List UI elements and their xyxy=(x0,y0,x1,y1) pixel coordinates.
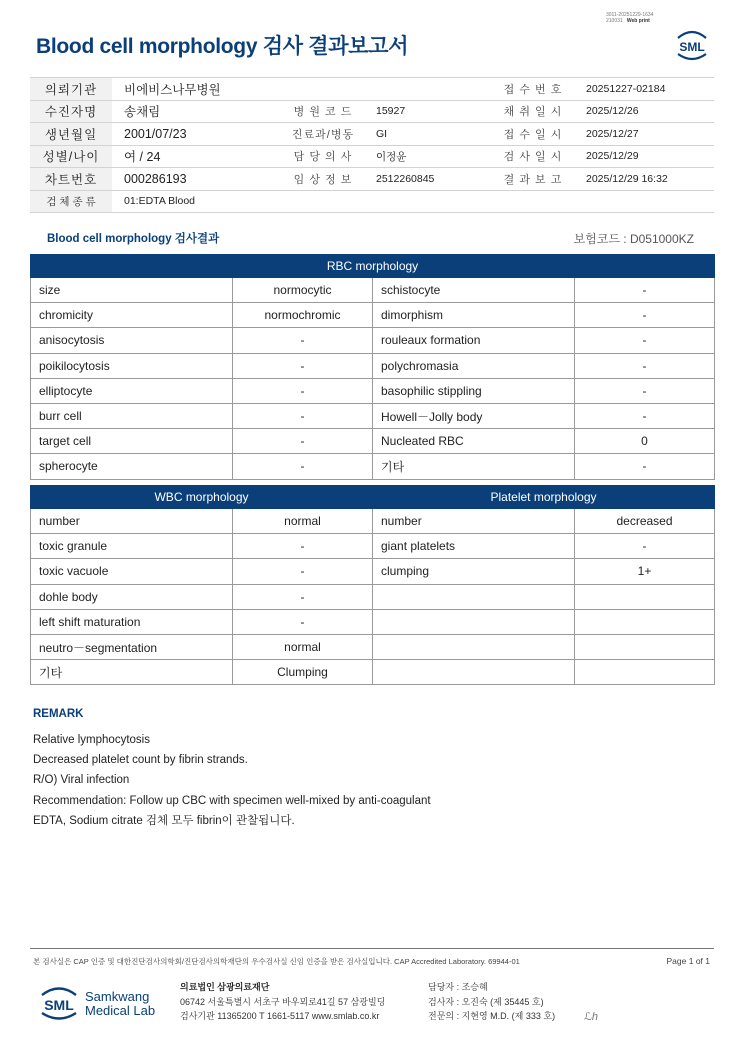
table-row xyxy=(31,429,715,454)
item-result: normochromic xyxy=(233,303,373,328)
remark-line: EDTA, Sodium citrate 검체 모두 fibrin이 관찰됩니다. xyxy=(33,814,295,827)
signature-mark: ℒh xyxy=(584,1011,599,1023)
item-result: - xyxy=(575,278,715,303)
item-name: dohle body xyxy=(31,584,233,609)
item-name: elliptocyte xyxy=(31,378,233,403)
remark-line: Decreased platelet count by fibrin strands. xyxy=(33,754,248,767)
info-label: 접 수 일 시 xyxy=(492,123,574,146)
item-result: - xyxy=(233,378,373,403)
info-label: 병 원 코 드 xyxy=(282,100,364,123)
info-label: 검 사 일 시 xyxy=(492,145,574,168)
info-value: 비에비스나무병원 xyxy=(112,78,282,101)
table-row xyxy=(31,403,715,428)
item-name: dimorphism xyxy=(373,303,575,328)
item-name: 기타 xyxy=(373,454,575,479)
platelet-header: Platelet morphology xyxy=(373,486,715,509)
item-result: normocytic xyxy=(233,278,373,303)
item-name: neutro－segmentation xyxy=(31,634,233,659)
insurance-code: 보험코드 : D051000KZ xyxy=(573,232,694,246)
wbc-platelet-table xyxy=(30,485,715,685)
info-row xyxy=(30,168,714,191)
table-row xyxy=(31,559,715,584)
info-value xyxy=(574,190,714,213)
info-label: 생년월일 xyxy=(30,123,112,146)
info-label: 성별/나이 xyxy=(30,145,112,168)
info-value: 2025/12/29 16:32 xyxy=(574,168,714,191)
item-name: toxic vacuole xyxy=(31,559,233,584)
item-name: Howell－Jolly body xyxy=(373,403,575,428)
item-result xyxy=(575,609,715,634)
info-label: 접 수 번 호 xyxy=(492,78,574,101)
item-result: - xyxy=(575,303,715,328)
item-name xyxy=(373,634,575,659)
item-result: - xyxy=(233,454,373,479)
brand-line1: Samkwang xyxy=(85,989,150,1004)
table-row xyxy=(31,509,715,534)
page-title: Blood cell morphology 검사 결과보고서 xyxy=(36,35,409,58)
report-code-line2: 210031 xyxy=(606,18,623,24)
info-value: 2001/07/23 xyxy=(112,123,282,146)
org-contact: 검사기관 11365200 T 1661-5117 www.smlab.co.kr xyxy=(180,1011,380,1021)
info-row xyxy=(30,123,714,146)
info-label xyxy=(282,190,364,213)
item-result: - xyxy=(233,429,373,454)
item-name xyxy=(373,660,575,685)
item-result: - xyxy=(575,534,715,559)
item-result: normal xyxy=(233,634,373,659)
table-row xyxy=(31,534,715,559)
item-result: - xyxy=(233,403,373,428)
item-result: - xyxy=(575,454,715,479)
table-row xyxy=(31,328,715,353)
footer-divider xyxy=(30,948,714,949)
accreditation-note: 본 검사실은 CAP 인증 및 대한진단검사의학회/진단검사의학재단의 우수검사실 신임 인증을 받은 검사실입니다. CAP Accredited Laboratory. 69944-01 xyxy=(33,957,520,966)
item-name: anisocytosis xyxy=(31,328,233,353)
report-code-line1: 3011-20251229-1634 xyxy=(606,12,654,18)
staff-manager: 담당자 : 조승혜 xyxy=(428,982,488,992)
remark-title: REMARK xyxy=(33,708,84,720)
org-address: 06742 서울특별시 서초구 바우뫼로41길 57 삼광빌딩 xyxy=(180,996,386,1007)
info-value: 여 / 24 xyxy=(112,145,282,168)
item-result xyxy=(575,634,715,659)
brand-name xyxy=(85,990,155,1018)
info-value xyxy=(364,78,492,101)
page-number: Page 1 of 1 xyxy=(666,956,710,966)
item-result: - xyxy=(233,353,373,378)
info-label: 차트번호 xyxy=(30,168,112,191)
info-label: 결 과 보 고 xyxy=(492,168,574,191)
item-result: - xyxy=(233,609,373,634)
item-name xyxy=(373,609,575,634)
info-value: 2025/12/29 xyxy=(574,145,714,168)
item-name: number xyxy=(373,509,575,534)
info-value: 000286193 xyxy=(112,168,282,191)
info-label: 수진자명 xyxy=(30,100,112,123)
item-result: Clumping xyxy=(233,660,373,685)
rbc-morphology-table xyxy=(30,254,715,480)
info-row xyxy=(30,78,714,101)
item-result: decreased xyxy=(575,509,715,534)
report-code xyxy=(606,12,653,24)
table-row xyxy=(31,634,715,659)
remark-text xyxy=(33,730,431,831)
table-row xyxy=(31,303,715,328)
item-name: left shift maturation xyxy=(31,609,233,634)
rbc-header: RBC morphology xyxy=(31,255,715,278)
info-label: 의뢰기관 xyxy=(30,78,112,101)
info-label: 검 체 종 류 xyxy=(30,190,112,213)
brand-line2: Medical Lab xyxy=(85,1003,156,1018)
info-value: GI xyxy=(364,123,492,146)
table-row xyxy=(31,609,715,634)
info-value xyxy=(364,190,492,213)
item-name: Nucleated RBC xyxy=(373,429,575,454)
item-name: 기타 xyxy=(31,660,233,685)
item-result: - xyxy=(575,378,715,403)
item-result: - xyxy=(233,328,373,353)
item-name: rouleaux formation xyxy=(373,328,575,353)
info-value: 이정윤 xyxy=(364,145,492,168)
table-row xyxy=(31,278,715,303)
item-result: - xyxy=(575,353,715,378)
info-value: 송채림 xyxy=(112,100,282,123)
item-name: target cell xyxy=(31,429,233,454)
item-name: basophilic stippling xyxy=(373,378,575,403)
item-result: - xyxy=(233,534,373,559)
sml-footer-logo-icon xyxy=(37,980,81,1024)
item-name: giant platelets xyxy=(373,534,575,559)
item-name: schistocyte xyxy=(373,278,575,303)
remark-line: Recommendation: Follow up CBC with specimen well-mixed by anti-coagulant xyxy=(33,794,431,807)
web-print-label: Web print xyxy=(626,18,650,24)
staff-specialist: 전문의 : 지현영 M.D. (제 333 호) xyxy=(428,1011,556,1021)
table-row xyxy=(31,584,715,609)
table-row xyxy=(31,378,715,403)
staff-tester: 검사자 : 오진숙 (제 35445 호) xyxy=(428,996,544,1007)
item-name: burr cell xyxy=(31,403,233,428)
item-result: 1+ xyxy=(575,559,715,584)
section-title: Blood cell morphology 검사결과 xyxy=(47,233,220,245)
item-result: - xyxy=(575,328,715,353)
item-result xyxy=(575,660,715,685)
table-row xyxy=(31,660,715,685)
info-value: 20251227-02184 xyxy=(574,78,714,101)
table-row xyxy=(31,353,715,378)
info-label xyxy=(282,78,364,101)
item-name: polychromasia xyxy=(373,353,575,378)
info-label: 담 당 의 사 xyxy=(282,145,364,168)
item-name: number xyxy=(31,509,233,534)
org-name: 의료법인 삼광의료재단 xyxy=(180,982,270,992)
organization-info xyxy=(180,980,385,1024)
staff-info xyxy=(428,980,555,1024)
footer-logo-text: SML xyxy=(44,997,74,1013)
item-name: clumping xyxy=(373,559,575,584)
item-name: spherocyte xyxy=(31,454,233,479)
info-value: 2512260845 xyxy=(364,168,492,191)
info-label xyxy=(492,190,574,213)
item-result xyxy=(575,584,715,609)
item-name: toxic granule xyxy=(31,534,233,559)
wbc-header: WBC morphology xyxy=(31,486,373,509)
item-name: chromicity xyxy=(31,303,233,328)
item-name: size xyxy=(31,278,233,303)
logo-text: SML xyxy=(679,40,705,54)
table-row xyxy=(31,454,715,479)
item-result: - xyxy=(575,403,715,428)
info-row xyxy=(30,100,714,123)
item-result: normal xyxy=(233,509,373,534)
item-name: poikilocytosis xyxy=(31,353,233,378)
item-name xyxy=(373,584,575,609)
item-result: - xyxy=(233,559,373,584)
info-label: 임 상 정 보 xyxy=(282,168,364,191)
info-row xyxy=(30,145,714,168)
sml-logo-icon xyxy=(672,24,712,64)
item-result: - xyxy=(233,584,373,609)
info-label: 진료과/병동 xyxy=(282,123,364,146)
patient-info-table xyxy=(30,77,714,213)
info-value: 15927 xyxy=(364,100,492,123)
info-value: 2025/12/27 xyxy=(574,123,714,146)
info-label: 채 취 일 시 xyxy=(492,100,574,123)
info-value: 01:EDTA Blood xyxy=(112,190,282,213)
item-result: 0 xyxy=(575,429,715,454)
remark-line: Relative lymphocytosis xyxy=(33,734,150,746)
remark-line: R/O) Viral infection xyxy=(33,774,130,787)
info-value: 2025/12/26 xyxy=(574,100,714,123)
info-row xyxy=(30,190,714,213)
